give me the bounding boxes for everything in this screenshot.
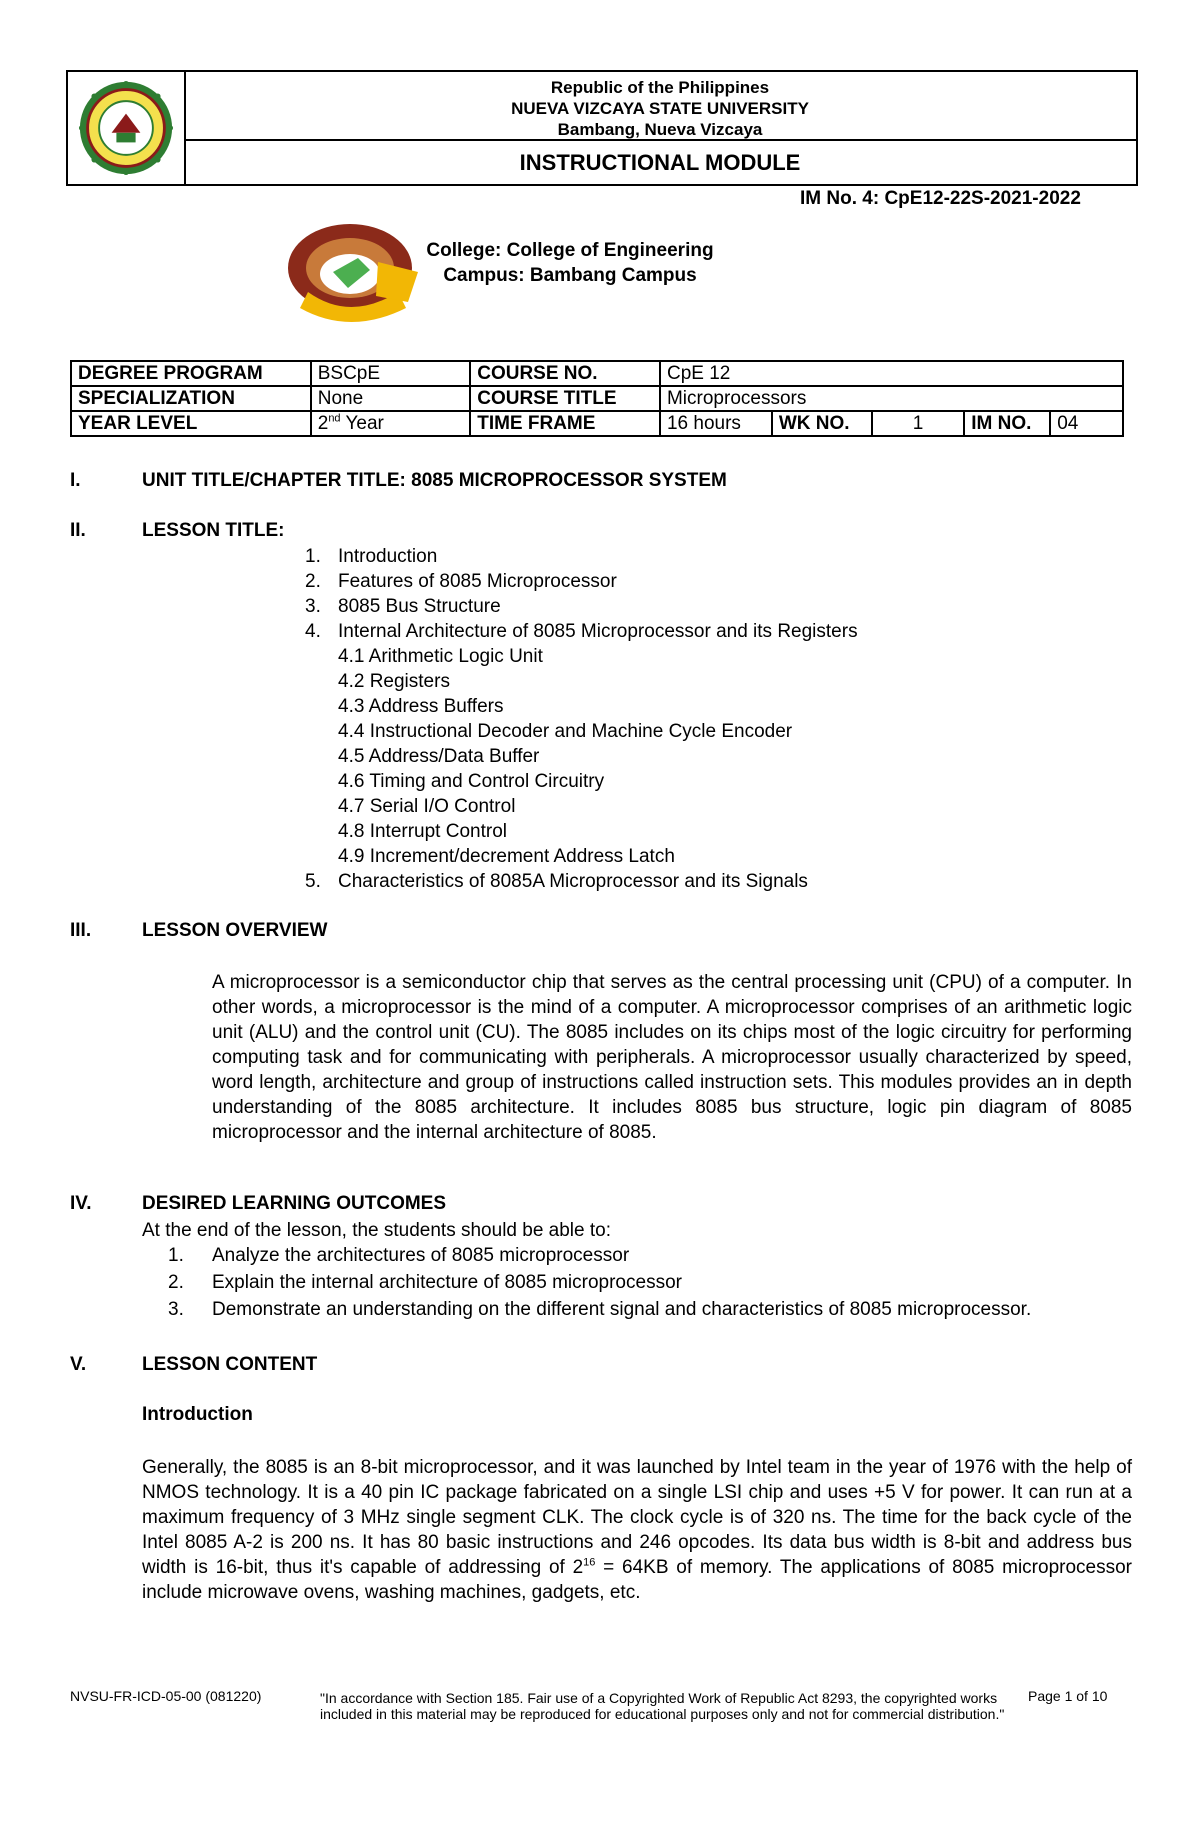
module-title: INSTRUCTIONAL MODULE — [519, 150, 801, 175]
year-level-label: YEAR LEVEL — [71, 411, 311, 436]
university-name: NUEVA VIZCAYA STATE UNIVERSITY — [511, 99, 809, 118]
outcomes-list — [168, 1242, 1031, 1323]
outcomes-intro: At the end of the lesson, the students should be able to: — [142, 1220, 611, 1241]
university-location: Bambang, Nueva Vizcaya — [557, 120, 763, 139]
table-row — [71, 386, 1123, 411]
list-item: 4.4 Instructional Decoder and Machine Cycle Encoder — [338, 721, 793, 742]
time-frame-value: 16 hours — [660, 411, 772, 436]
page-number: Page 1 of 10 — [1028, 1688, 1108, 1704]
list-item: 4.3 Address Buffers — [338, 696, 504, 717]
overview-paragraph: A microprocessor is a semiconductor chip that serves as the central processing unit (CPU) of a computer. In other words, a microprocessor is the mind of a computer. A microprocessor comprises of an arithmetic logic unit (ALU) and the control unit (CU). The 8085 includes on its chips most of the logic circuitry for performing computing task and for communicating with peripherals. A microprocessor usually characterized by speed, word length, architecture and group of instructions called instruction sets. This modules provides an in depth understanding of the 8085 architecture. It includes 8085 bus structure, logic pin diagram of 8085 microprocessor and the internal architecture of 8085. — [212, 972, 1132, 1143]
year-level-value: 2nd Year — [311, 411, 470, 436]
course-title-label: COURSE TITLE — [470, 386, 660, 411]
table-row — [71, 361, 1123, 386]
list-item: 4.9 Increment/decrement Address Latch — [338, 846, 675, 867]
degree-label: DEGREE PROGRAM — [71, 361, 311, 386]
im-number: IM No. 4: CpE12-22S-2021-2022 — [800, 188, 1081, 209]
list-item: 2. Explain the internal architecture of 8085 microprocessor — [168, 1272, 682, 1293]
week-no-label: WK NO. — [772, 411, 872, 436]
course-title-value: Microprocessors — [660, 386, 1123, 411]
campus-name: Campus: Bambang Campus — [443, 265, 697, 286]
list-item: 3. 8085 Bus Structure — [305, 596, 501, 617]
degree-value: BSCpE — [311, 361, 470, 386]
introduction-heading: Introduction — [142, 1404, 253, 1425]
college-info — [420, 238, 720, 288]
copyright-notice: "In accordance with Section 185. Fair use of a Copyrighted Work of Republic Act 8293, the copyrighted works included in this material may be reproduced for educational purposes only and not for commercial distribution." — [320, 1690, 1005, 1722]
introduction-paragraph: Generally, the 8085 is an 8-bit microprocessor, and it was launched by Intel team in the year of 1976 with the help of NMOS technology. It is a 40 pin IC package fabricated on a single LSI chip and uses +5 V for power. It can run at a maximum frequency of 3 MHz single segment CLK. The clock cycle is of 320 ns. The time for the back cycle of the Intel 8085 A-2 is 200 ns. It has 80 basic instructions and 246 opcodes. Its data bus width is 8-bit and address bus width is 16-bit, thus it's capable of addressing of $2^{16} = 64KB$ of memory. The applications of 8085 microprocessor include microwave ovens, washing machines, gadgets, etc. — [142, 1457, 1132, 1603]
list-item: 2. Features of 8085 Microprocessor — [305, 571, 617, 592]
republic-line: Republic of the Philippines — [550, 78, 770, 97]
university-seal-icon — [78, 80, 174, 176]
list-item: 4.5 Address/Data Buffer — [338, 746, 540, 767]
course-info-table — [70, 360, 1124, 437]
course-no-label: COURSE NO. — [470, 361, 660, 386]
lesson-list — [305, 544, 858, 894]
list-item: 4.8 Interrupt Control — [338, 821, 507, 842]
list-item: 4.7 Serial I/O Control — [338, 796, 516, 817]
list-item: 1. Introduction — [305, 546, 438, 567]
week-no-value: 1 — [872, 411, 965, 436]
specialization-label: SPECIALIZATION — [71, 386, 311, 411]
header-box — [66, 70, 1138, 186]
college-engineering-logo-icon — [278, 212, 430, 330]
list-item: 4.1 Arithmetic Logic Unit — [338, 646, 543, 667]
table-row — [71, 411, 1123, 436]
header-title-cell — [184, 72, 1136, 141]
im-no-label: IM NO. — [964, 411, 1050, 436]
university-seal-cell — [68, 72, 186, 184]
time-frame-label: TIME FRAME — [470, 411, 660, 436]
list-item: 4.6 Timing and Control Circuitry — [338, 771, 605, 792]
list-item: 1. Analyze the architectures of 8085 microprocessor — [168, 1245, 630, 1266]
college-name: College: College of Engineering — [426, 240, 714, 261]
list-item: 5. Characteristics of 8085A Microprocessor and its Signals — [305, 871, 808, 892]
list-item: 4.2 Registers — [338, 671, 450, 692]
course-no-value: CpE 12 — [660, 361, 1123, 386]
list-item: 4. Internal Architecture of 8085 Microprocessor and its Registers — [305, 621, 858, 642]
form-code: NVSU-FR-ICD-05-00 (081220) — [70, 1688, 262, 1704]
im-no-value: 04 — [1050, 411, 1123, 436]
list-item: 3. Demonstrate an understanding on the different signal and characteristics of 8085 microprocessor. — [168, 1299, 1032, 1320]
specialization-value: None — [311, 386, 470, 411]
